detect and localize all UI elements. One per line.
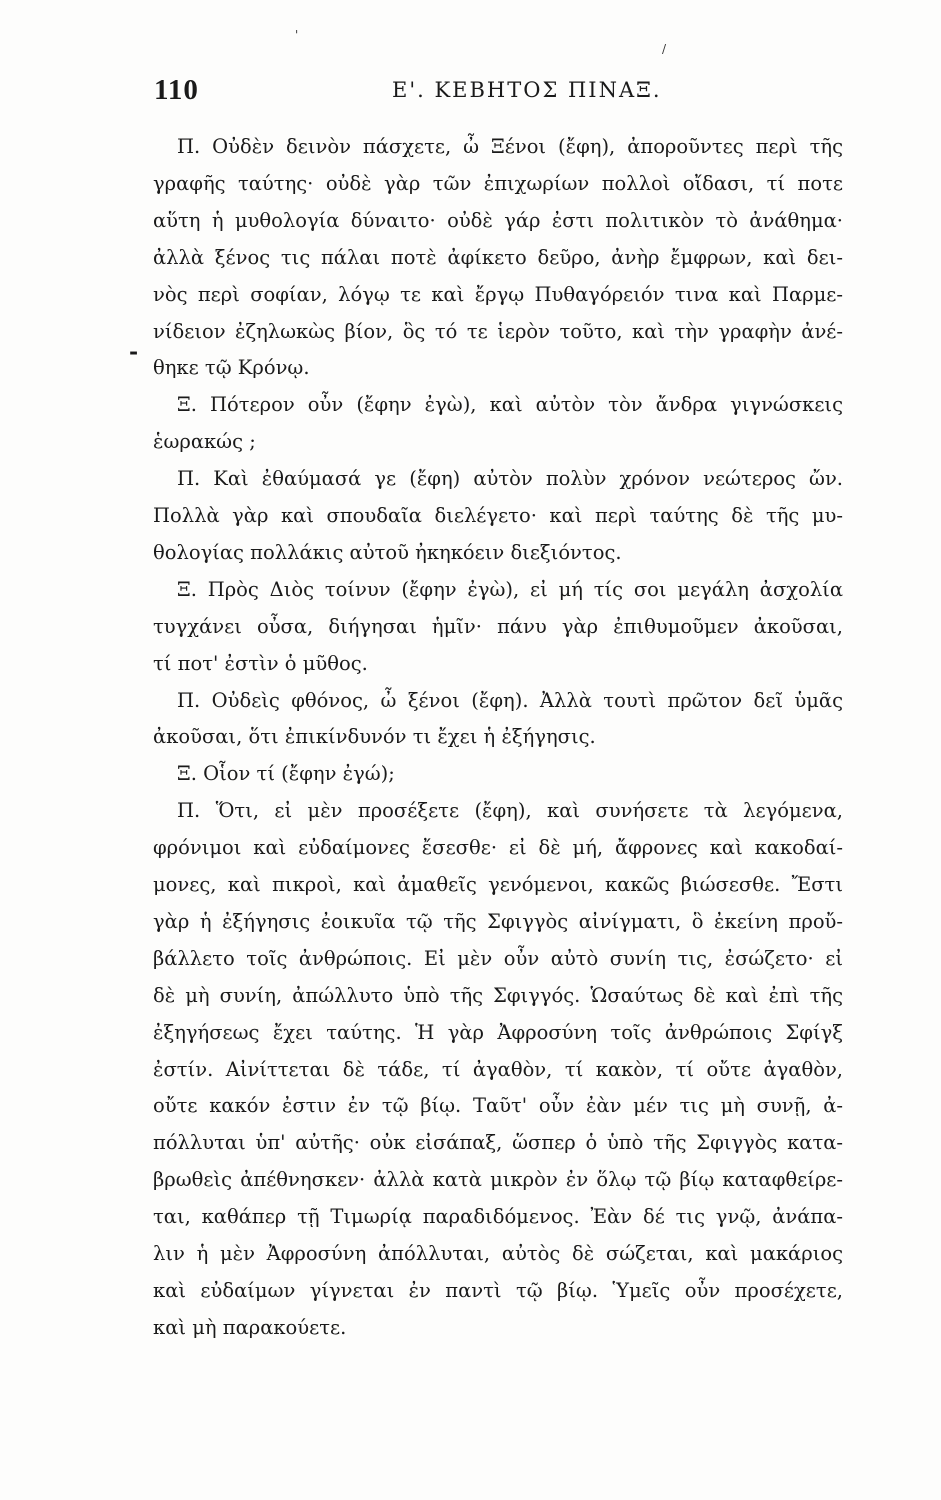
page-header — [150, 74, 840, 114]
page-number: 110 — [154, 74, 199, 106]
text-line: βάλλετο τοῖς ἀνθρώποις. Εἰ μὲν οὖν αὐτὸ συνίη τις, ἐσώζετο· εἰ — [153, 946, 843, 970]
text-line: ἀλλὰ ξένος τις πάλαι ποτὲ ἀφίκετο δεῦρο, ἀνὴρ ἔμφρων, καὶ δει- — [153, 245, 843, 269]
text-line: Ξ. Πρὸς Διὸς τοίνυν (ἔφην ἐγὼ), εἰ μή τίς σοι μεγάλη ἀσχολία — [177, 577, 843, 601]
text-line: Πολλὰ γὰρ καὶ σπουδαῖα διελέγετο· καὶ περὶ ταύτης δὲ τῆς μυ- — [153, 504, 843, 527]
text-line: πόλλυται ὑπ' αὐτῆς· οὐκ εἰσάπαξ, ὥσπερ ὁ ὑπὸ τῆς Σφιγγὸς κατα- — [153, 1131, 843, 1155]
text-line: Ξ. Οἷον τί (ἔφην ἐγώ); — [177, 762, 395, 786]
text-line: τί ποτ' ἐστὶν ὁ μῦθος. — [153, 651, 368, 675]
text-line: ἐστίν. Αἰνίττεται δὲ τάδε, τί ἀγαθὸν, τί κακὸν, τί οὔτε ἀγαθὸν, — [153, 1057, 843, 1081]
text-line: νίδειον ἐζηλωκὼς βίον, ὃς τό τε ἱερὸν τοῦτο, καὶ τὴν γραφὴν ἀνέ- — [153, 319, 843, 343]
text-line: λιν ἡ μὲν Ἀφροσύνη ἀπόλλυται, αὐτὸς δὲ σώζεται, καὶ μακάριος — [153, 1242, 843, 1265]
text-line: καὶ εὐδαίμων γίγνεται ἐν παντὶ τῷ βίῳ. Ὑμεῖς οὖν προσέχετε, — [153, 1278, 843, 1302]
text-line: γὰρ ἡ ἐξήγησις ἐοικυῖα τῷ τῆς Σφιγγὸς αἰνίγματι, ὃ ἐκείνη προὔ- — [153, 909, 843, 933]
text-line: Π. Οὐδεὶς φθόνος, ὦ ξένοι (ἔφη). Ἀλλὰ τουτὶ πρῶτον δεῖ ὑμᾶς — [177, 688, 843, 712]
text-line: Ξ. Πότερον οὖν (ἔφην ἐγὼ), καὶ αὐτὸν τὸν ἄνδρα γιγνώσκεις — [177, 393, 843, 417]
text-line: ἐξηγήσεως ἔχει ταύτης. Ἡ γὰρ Ἀφροσύνη τοῖς ἀνθρώποις Σφίγξ — [153, 1020, 843, 1044]
text-line: γραφῆς ταύτης· οὐδὲ γὰρ τῶν ἐπιχωρίων πολλοὶ οἴδασι, τί ποτε — [153, 171, 843, 195]
text-line: θολογίας πολλάκις αὐτοῦ ἠκηκόειν διεξιόντος. — [153, 540, 622, 564]
text-line: νὸς περὶ σοφίαν, λόγῳ τε καὶ ἔργῳ Πυθαγόρειόν τινα καὶ Παρμε- — [153, 282, 843, 306]
text-line: αὕτη ἡ μυθολογία δύναιτο· οὐδὲ γάρ ἐστι πολιτικὸν τὸ ἀνάθημα· — [153, 208, 843, 232]
text-line: φρόνιμοι καὶ εὐδαίμονες ἔσεσθε· εἰ δὲ μή, ἄφρονες καὶ κακοδαί- — [153, 836, 843, 860]
text-line: Π. Οὐδὲν δεινὸν πάσχετε, ὦ Ξένοι (ἔφη), ἀπορoῦντες περὶ τῆς — [177, 135, 843, 158]
stray-mark-top: ' — [295, 28, 299, 42]
text-line: ται, καθάπερ τῇ Τιμωρίᾳ παραδιδόμενος. Ἐὰν δέ τις γνῷ, ἀνάπα- — [153, 1205, 843, 1229]
text-line: ἀκοῦσαι, ὅτι ἐπικίνδυνόν τι ἔχει ἡ ἐξήγησις. — [153, 725, 596, 749]
margin-mark: - — [129, 339, 139, 365]
text-line: θηκε τῷ Κρόνῳ. — [153, 356, 310, 380]
text-line: οὔτε κακόν ἐστιν ἐν τῷ βίῳ. Ταῦτ' οὖν ἐὰν μέν τις μὴ συνῇ, ἀ- — [153, 1094, 843, 1118]
text-line: Π. Καὶ ἐθαύμασά γε (ἔφη) αὐτὸν πολὺν χρόνον νεώτερος ὤν. — [177, 467, 843, 491]
text-line: καὶ μὴ παρακούετε. — [153, 1315, 347, 1339]
text-line: τυγχάνει οὖσα, διήγησαι ἡμῖν· πάνυ γὰρ ἐπιθυμοῦμεν ἀκοῦσαι, — [153, 614, 843, 638]
text-line: βρωθεὶς ἀπέθνησκεν· ἀλλὰ κατὰ μικρὸν ἐν ὅλῳ τῷ βίῳ καταφθείρε- — [153, 1168, 843, 1192]
stray-mark-right: / — [662, 42, 667, 56]
text-line: δὲ μὴ συνίη, ἀπώλλυτο ὑπὸ τῆς Σφιγγός. Ὡσαύτως δὲ καὶ ἐπὶ τῆς — [153, 983, 843, 1007]
text-line: μονες, καὶ πικροὶ, καὶ ἀμαθεῖς γενόμενοι, κακῶς βιώσεσθε. Ἔστι — [153, 873, 843, 896]
text-line: ἑωρακώς ; — [153, 430, 256, 454]
running-head: Ε'. ΚΕΒΗΤΟΣ ΠΙΝΑΞ. — [392, 78, 662, 102]
text-line: Π. Ὅτι, εἰ μὲν προσέξετε (ἔφη), καὶ συνήσετε τὰ λεγόμενα, — [177, 799, 843, 823]
